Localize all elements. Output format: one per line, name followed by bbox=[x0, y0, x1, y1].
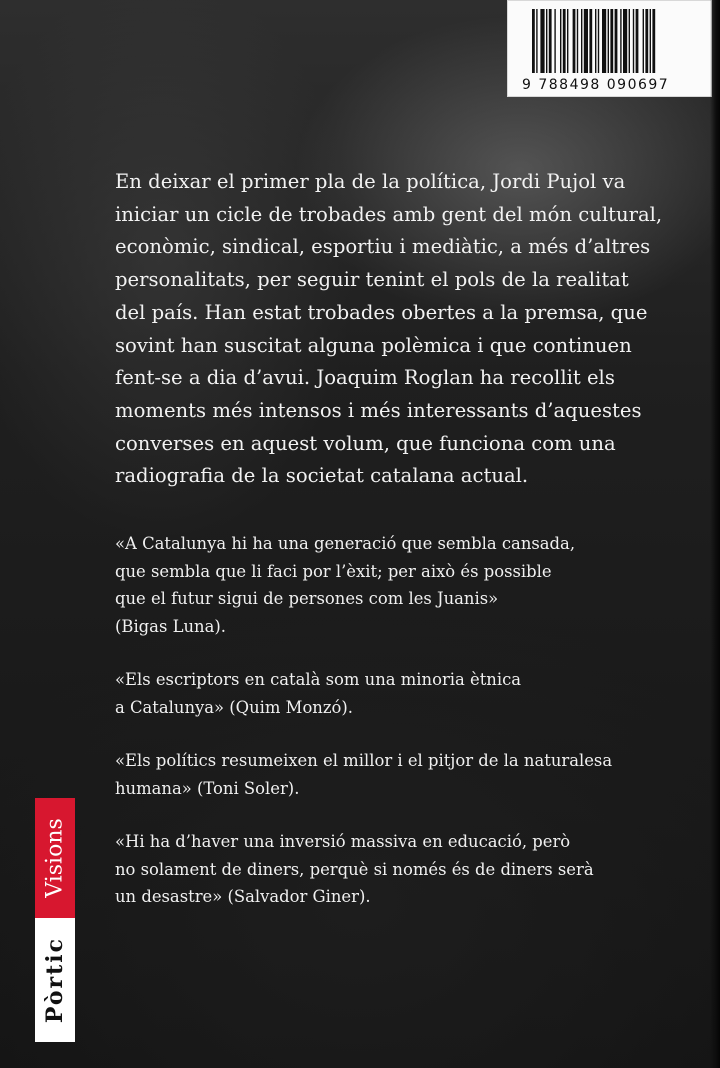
barcode-bar bbox=[602, 9, 606, 73]
quote-line: a Catalunya» (Quim Monzó). bbox=[115, 697, 353, 717]
barcode-bar bbox=[549, 9, 552, 73]
blurb-line: del país. Han estat trobades obertes a la premsa, que bbox=[115, 300, 648, 324]
barcode-bar bbox=[652, 9, 655, 73]
quote-line: (Bigas Luna). bbox=[115, 616, 226, 636]
barcode-bar bbox=[560, 9, 561, 73]
barcode-bar bbox=[577, 9, 578, 73]
quote-line: un desastre» (Salvador Giner). bbox=[115, 887, 371, 906]
blurb-line: En deixar el primer pla de la política, Jordi Pujol va bbox=[115, 170, 626, 193]
isbn-number: 9 788498 090697 bbox=[522, 77, 670, 93]
quote-line: humana» (Toni Soler). bbox=[115, 778, 300, 798]
barcode-bar bbox=[636, 9, 639, 73]
quote-line: «A Catalunya hi ha una generació que sembla cansada, bbox=[115, 534, 576, 553]
barcode-bar bbox=[620, 9, 621, 73]
quote-line: que el futur sigui de persones com les Juanis» bbox=[115, 589, 499, 608]
quotes-section bbox=[115, 530, 675, 937]
barcode-bar bbox=[573, 9, 576, 73]
quote-toni-soler bbox=[115, 747, 675, 802]
barcode-bar bbox=[595, 9, 596, 73]
blurb-line: personalitats, per seguir tenint el pols de la realitat bbox=[115, 268, 629, 292]
barcode-bar bbox=[623, 9, 627, 73]
barcode-bar bbox=[532, 9, 535, 73]
barcode-bar bbox=[554, 9, 555, 73]
quote-bigas-luna bbox=[115, 530, 675, 640]
barcode-bar bbox=[615, 9, 618, 73]
cover-edge-shadow bbox=[710, 0, 720, 1068]
blurb-line: iniciar un cicle de trobades amb gent del món cultural, bbox=[115, 202, 663, 226]
barcode-bar bbox=[540, 9, 544, 73]
barcode bbox=[507, 0, 712, 97]
barcode-bar bbox=[536, 9, 537, 73]
barcode-bar bbox=[629, 9, 630, 73]
barcode-bar bbox=[589, 9, 592, 73]
quote-quim-monzo bbox=[115, 666, 675, 721]
blurb-line: sovint han suscitat alguna polèmica i que continuen bbox=[115, 333, 632, 357]
barcode-bar bbox=[563, 9, 566, 73]
blurb-line: radiografia de la societat catalana actual. bbox=[115, 464, 529, 488]
publisher-label-box bbox=[35, 918, 75, 1042]
blurb-paragraph bbox=[115, 166, 675, 493]
barcode-bar bbox=[581, 9, 582, 73]
barcode-bar bbox=[546, 9, 547, 73]
barcode-bar bbox=[610, 9, 613, 73]
quote-line: «Els polítics resumeixen el millor i el pitjor de la naturalesa bbox=[115, 751, 613, 770]
collection-label-box bbox=[35, 798, 75, 918]
barcode-bar bbox=[567, 9, 568, 73]
blurb-line: moments més intensos i més interessants d’aquestes bbox=[115, 398, 642, 422]
barcode-bar bbox=[643, 9, 644, 73]
quote-line: no solament de diners, perquè si només és de diners serà bbox=[115, 859, 594, 879]
quote-line: que sembla que li faci por l’èxit; per això és possible bbox=[115, 561, 552, 581]
quote-line: «Els escriptors en català som una minoria ètnica bbox=[115, 670, 522, 689]
barcode-bar bbox=[633, 9, 634, 73]
blurb-line: converses en aquest volum, que funciona com una bbox=[115, 431, 616, 455]
barcode-bar bbox=[645, 9, 648, 73]
quote-line: «Hi ha d’haver una inversió massiva en educació, però bbox=[115, 832, 571, 851]
collection-name: Visions bbox=[42, 818, 68, 898]
blurb-line: econòmic, sindical, esportiu i mediàtic, a més d’altres bbox=[115, 235, 651, 259]
publisher-label bbox=[35, 798, 75, 1042]
quote-salvador-giner bbox=[115, 828, 675, 911]
barcode-bar bbox=[598, 9, 599, 73]
publisher-name: Pòrtic bbox=[42, 936, 68, 1024]
barcode-bar bbox=[608, 9, 609, 73]
barcode-bar bbox=[584, 9, 588, 73]
barcode-bars bbox=[532, 9, 692, 73]
barcode-bar bbox=[650, 9, 651, 73]
blurb-line: fent-se a dia d’avui. Joaquim Roglan ha recollit els bbox=[115, 366, 615, 390]
